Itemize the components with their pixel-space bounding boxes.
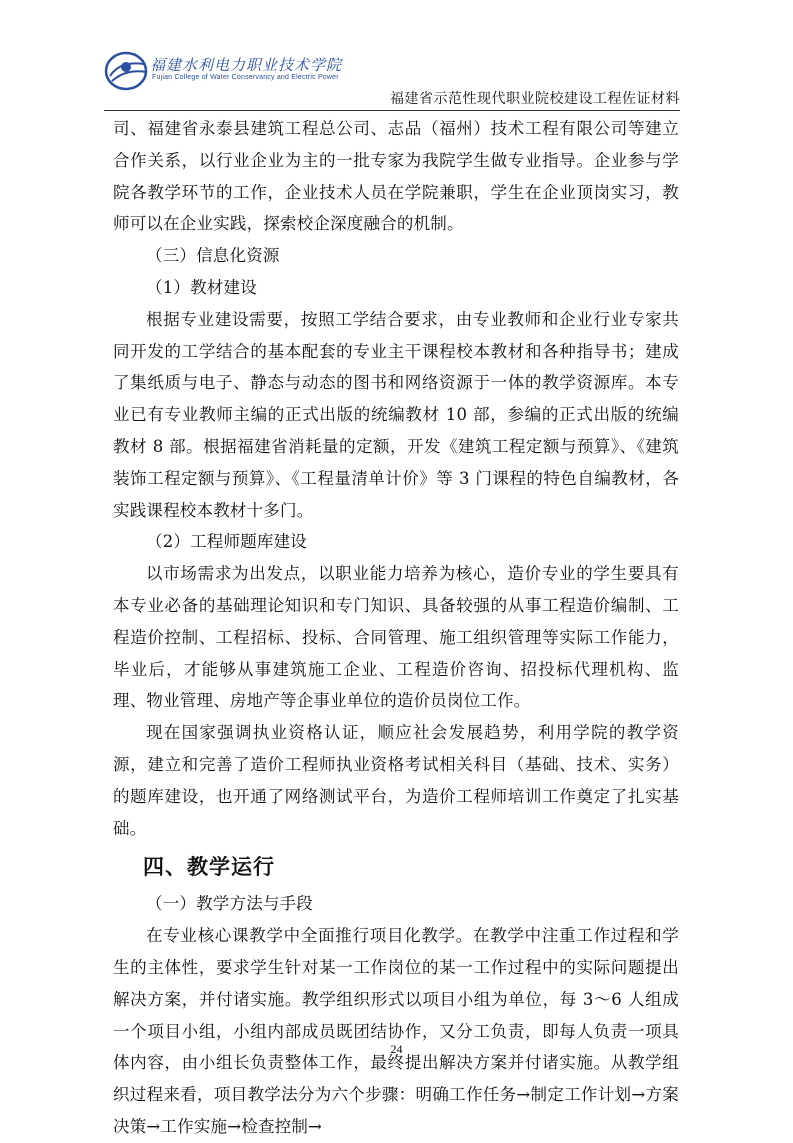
college-logo [104, 44, 344, 104]
subsection-heading: （1）教材建设 [146, 277, 257, 297]
paragraph: 以市场需求为出发点，以职业能力培养为核心，造价专业的学生要具有本专业必备的基础理论知识和专门知识、具备较强的从事工程造价编制、工程造价控制、工程招标、投标、合同管理、施工组织管理等实际工作能力，毕业后，才能够从事建筑施工企业、工程造价咨询、招投标代理机构、监理、物业管理、房地产等企事业单位的造价员岗位工作。 [113, 564, 679, 711]
header-title: 福建省示范性现代职业院校建设工程佐证材料 [390, 91, 680, 107]
header-divider [104, 110, 680, 111]
page-body [113, 113, 679, 1143]
paragraph: 在专业核心课教学中全面推行项目化教学。在教学中注重工作过程和学生的主体性，要求学生针对某一工作岗位的某一工作过程中的实际问题提出解决方案，并付诸实施。教学组织形式以项目小组为单位，每 3～6 人组成一个项目小组，小组内部成员既团结协作，又分工负责，即每人负责一项具体内容，由小组长负责整体工作，最终提出解决方案并付诸实施。从教学组织过程来看，项目教学法分为六个步骤：明确工作任务→制定工作计划→方案决策→工作实施→检查控制→ [113, 926, 679, 1136]
paragraph: 根据专业建设需要，按照工学结合要求，由专业教师和企业行业专家共同开发的工学结合的基本配套的专业主干课程校本教材和各种指导书；建成了集纸质与电子、静态与动态的图书和网络资源于一体的教学资源库。本专业已有专业教师主编的正式出版的统编教材 10 部，参编的正式出版的统编教材 8 部。根据福建省消耗量的定额，开发《建筑工程定额与预算》、《建筑装饰工程定额与预算》、《工程量清单计价》等 3 门课程的特色自编教材，各实践课程校本教材十多门。 [113, 309, 679, 520]
logo-chinese-name: 福建水利电力职业技术学院 [150, 56, 343, 74]
section-heading: （三）信息化资源 [146, 246, 280, 266]
college-emblem-icon [104, 50, 156, 92]
paragraph: 现在国家强调执业资格认证，顺应社会发展趋势，利用学院的教学资源，建立和完善了造价工程师执业资格考试相关科目（基础、技术、实务）的题库建设，也开通了网络测试平台，为造价工程师培训工作奠定了扎实基础。 [113, 723, 679, 838]
subsection-heading: （2）工程师题库建设 [146, 532, 307, 552]
paragraph: 司、福建省永泰县建筑工程总公司、志品（福州）技术工程有限公司等建立合作关系，以行业企业为主的一批专家为我院学生做专业指导。企业参与学院各教学环节的工作，企业技术人员在学院兼职，学生在企业顶岗实习，教师可以在企业实践，探索校企深度融合的机制。 [113, 119, 679, 234]
section-heading: （一）教学方法与手段 [146, 894, 313, 914]
chapter-heading: 四、教学运行 [143, 855, 275, 880]
logo-english-name: Fujian College of Water Conservancy and Electric Power [152, 74, 339, 81]
page-number: 24 [390, 1042, 403, 1056]
page-header [104, 44, 680, 114]
